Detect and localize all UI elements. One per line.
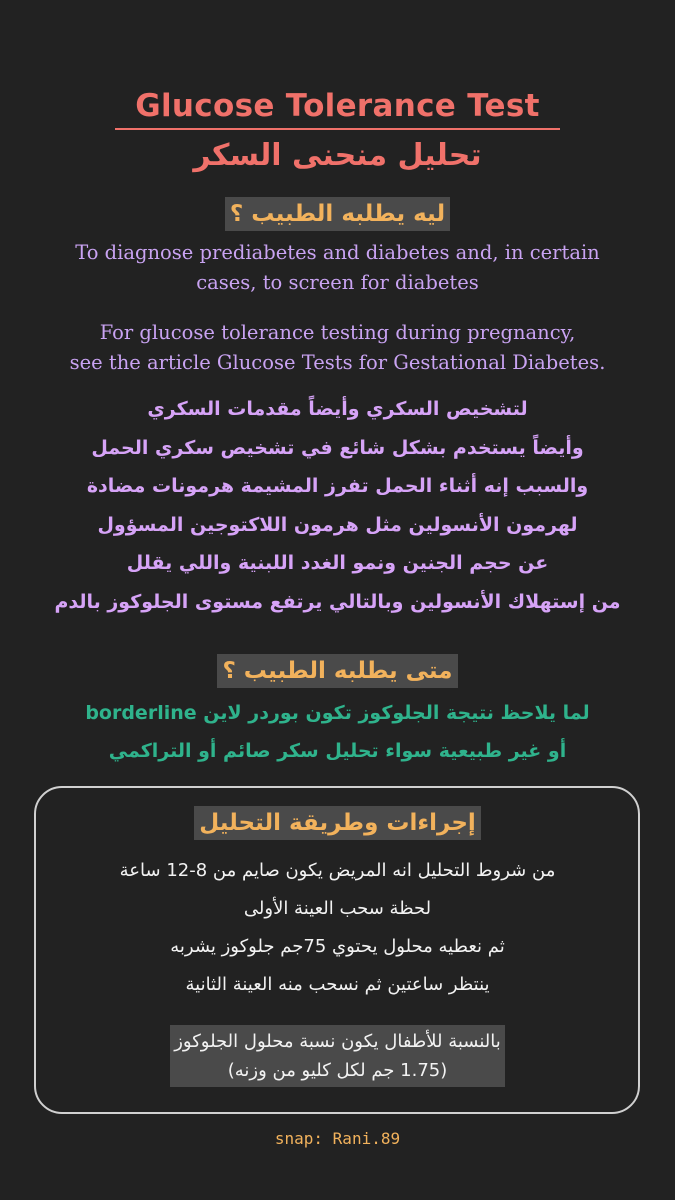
arabic-line: وأيضاً يستخدم بشكل شائع في تشخيص سكري الحمل — [91, 436, 584, 459]
procedure-steps — [40, 852, 635, 1004]
procedure-heading: إجراءات وطريقة التحليل — [194, 806, 481, 840]
why-arabic-explanation — [20, 390, 655, 621]
when-lines — [20, 694, 655, 770]
english-line: see the article Glucose Tests for Gestational Diabetes. — [69, 351, 606, 374]
arabic-line: لهرمون الأنسولين مثل هرمون اللاكتوجين المسؤول — [97, 513, 578, 536]
english-line: For glucose tolerance testing during pregnancy, — [99, 321, 576, 344]
when-heading: متى يطلبه الطبيب ؟ — [217, 654, 457, 688]
children-note-line: (1.75 جم لكل كليو من وزنه) — [227, 1060, 448, 1081]
snap-credit: snap: Rani.89 — [274, 1129, 401, 1148]
children-note — [170, 1025, 505, 1087]
when-heading-row — [0, 654, 675, 688]
arabic-line: والسبب إنه أثناء الحمل تفرز المشيمة هرمونات مضادة — [86, 475, 589, 497]
when-line: أو غير طبيعية سواء تحليل سكر صائم أو التراكمي — [108, 740, 567, 762]
title-arabic: تحليل منحنى السكر — [193, 138, 482, 173]
title-underline — [115, 128, 560, 130]
title-english: Glucose Tolerance Test — [135, 88, 540, 124]
children-note-row — [0, 1025, 675, 1087]
children-note-line: بالنسبة للأطفال يكون نسبة محلول الجلوكوز — [174, 1031, 501, 1052]
english-line: To diagnose prediabetes and diabetes and, in certain — [75, 241, 600, 264]
procedure-line: لحظة سحب العينة الأولى — [243, 898, 432, 919]
procedure-heading-row — [0, 806, 675, 840]
english-line: cases, to screen for diabetes — [196, 271, 479, 294]
arabic-line: عن حجم الجنين ونمو الغدد اللبنية واللي يقلل — [126, 552, 549, 574]
why-english-paragraph-1 — [30, 238, 645, 298]
why-heading-row — [0, 197, 675, 231]
arabic-line: لتشخيص السكري وأيضاً مقدمات السكري — [147, 398, 528, 420]
when-line: لما يلاحظ نتيجة الجلوكوز تكون بوردر لاين borderline — [85, 702, 590, 724]
arabic-line: من إستهلاك الأنسولين وبالتالي يرتفع مستوى الجلوكوز بالدم — [54, 590, 621, 613]
procedure-line: من شروط التحليل انه المريض يكون صايم من 8-12 ساعة — [119, 860, 556, 881]
why-heading: ليه يطلبه الطبيب ؟ — [225, 197, 450, 231]
why-english-paragraph-2 — [30, 318, 645, 378]
procedure-line: ثم نعطيه محلول يحتوي 75جم جلوكوز يشربه — [170, 936, 505, 957]
procedure-line: ينتظر ساعتين ثم نسحب منه العينة الثانية — [185, 974, 490, 995]
